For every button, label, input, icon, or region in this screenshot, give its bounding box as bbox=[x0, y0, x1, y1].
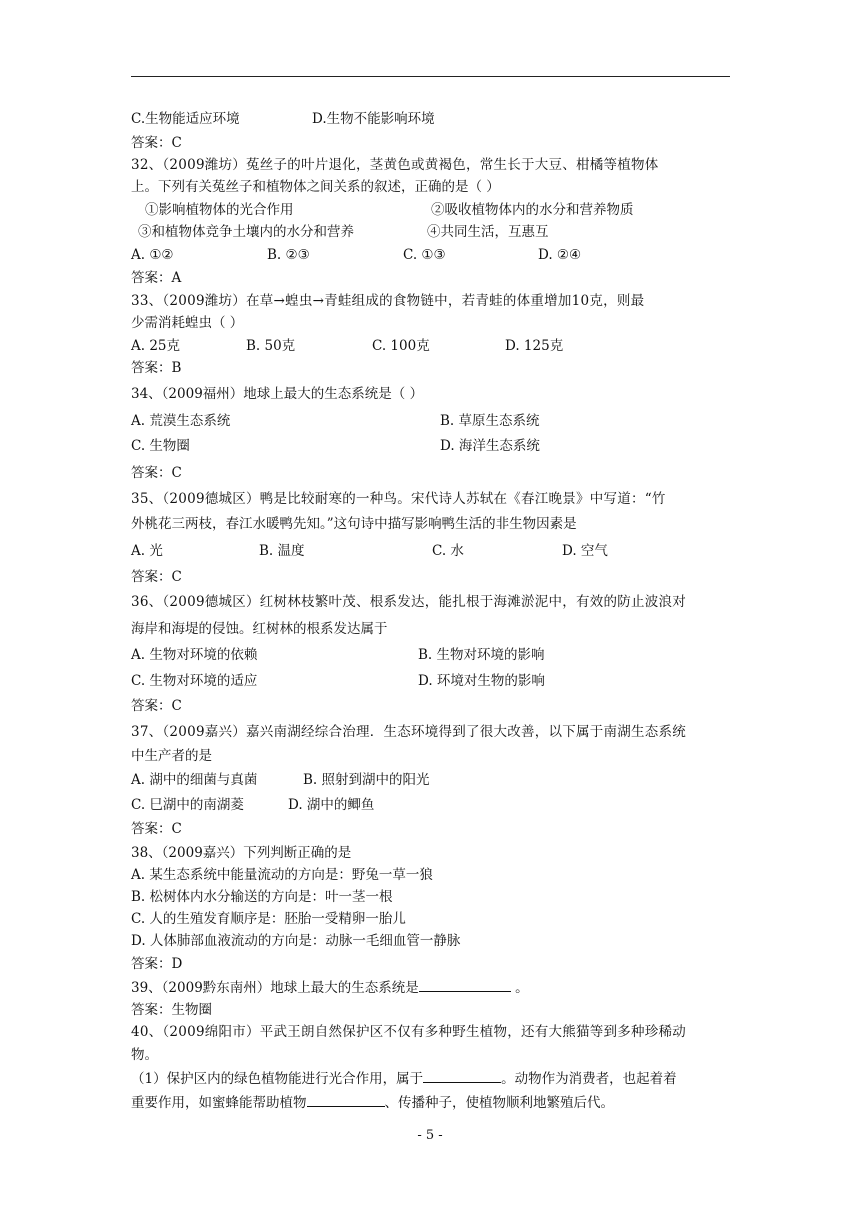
option-c: C. ①③ bbox=[403, 247, 446, 263]
option-d: D. ②④ bbox=[538, 247, 582, 263]
question-34: 34、（2009福州）地球上最大的生态系统是（ ） bbox=[131, 386, 424, 402]
option-b: B. 照射到湖中的阳光 bbox=[303, 772, 430, 788]
option-d: D.生物不能影响环境 bbox=[312, 111, 435, 127]
line bbox=[138, 223, 549, 241]
question-39-text: 39、（2009黔东南州）地球上最大的生态系统是 bbox=[131, 980, 419, 996]
option-c: C. 巳湖中的南湖菱 bbox=[131, 797, 244, 813]
question-32: 32、（2009潍坊）菟丝子的叶片退化，茎黄色或黄褐色，常生长于大豆、柑橘等植物体 bbox=[131, 157, 659, 173]
option-a: A. 25克 bbox=[131, 338, 181, 354]
statement-b: B. 松树体内水分输送的方向是：叶一茎一根 bbox=[131, 889, 393, 905]
question-37-cont: 中生产者的是 bbox=[131, 748, 212, 764]
line bbox=[131, 771, 430, 789]
answer: 答案：B bbox=[131, 360, 182, 376]
line bbox=[131, 646, 545, 664]
answer: 答案：生物圈 bbox=[131, 1002, 212, 1018]
answer: 答案：C bbox=[131, 821, 182, 837]
fill-in-blank bbox=[423, 1070, 501, 1083]
option-c: C.生物能适应环境 bbox=[131, 111, 240, 127]
question-40-part-1 bbox=[131, 1070, 677, 1088]
question-37: 37、（2009嘉兴）嘉兴南湖经综合治理．生态环境得到了很大改善，以下属于南湖生态系统 bbox=[131, 724, 687, 740]
line bbox=[131, 672, 545, 690]
line bbox=[131, 542, 608, 560]
choice-2: ②吸收植物体内的水分和营养物质 bbox=[431, 202, 634, 218]
line bbox=[145, 201, 634, 219]
line bbox=[131, 110, 435, 128]
question-33: 33、（2009潍坊）在草→蝗虫→青蛙组成的食物链中，若青蛙的体重增加10克，则最 bbox=[131, 293, 645, 309]
question-40-part-1-cont bbox=[131, 1094, 614, 1112]
part-1-line2-cont: 、传播种子，使植物顺利地繁殖后代。 bbox=[384, 1095, 614, 1111]
line bbox=[131, 246, 582, 264]
line bbox=[131, 437, 540, 455]
question-35-cont: 外桃花三两枝，春江水暖鸭先知。”这句诗中描写影响鸭生活的非生物因素是 bbox=[131, 516, 577, 532]
question-32-cont: 上。下列有关菟丝子和植物体之间关系的叙述，正确的是（ ） bbox=[131, 179, 500, 195]
choice-3: ③和植物体竞争土壤内的水分和营养 bbox=[138, 224, 354, 240]
answer: 答案：D bbox=[131, 956, 183, 972]
option-b: B. ②③ bbox=[267, 247, 310, 263]
question-38: 38、（2009嘉兴）下列判断正确的是 bbox=[131, 845, 352, 861]
option-b: B. 生物对环境的影响 bbox=[418, 647, 545, 663]
header-rule bbox=[131, 76, 730, 77]
answer: 答案：C bbox=[131, 569, 182, 585]
answer: 答案：C bbox=[131, 465, 182, 481]
fill-in-blank bbox=[419, 979, 511, 992]
option-c: C. 生物对环境的适应 bbox=[131, 673, 258, 689]
option-b: B. 温度 bbox=[259, 543, 305, 559]
option-d: D. 海洋生态系统 bbox=[440, 438, 540, 454]
option-c: C. 生物圈 bbox=[131, 438, 190, 454]
option-c: C. 水 bbox=[432, 543, 464, 559]
option-c: C. 100克 bbox=[372, 338, 430, 354]
punctuation: 。 bbox=[515, 980, 529, 996]
option-a: A. 湖中的细菌与真菌 bbox=[131, 772, 258, 788]
answer: 答案：C bbox=[131, 698, 182, 714]
statement-a: A. 某生态系统中能量流动的方向是：野兔一草一狼 bbox=[131, 867, 433, 883]
option-b: B. 50克 bbox=[246, 338, 296, 354]
answer: 答案：C bbox=[131, 135, 182, 151]
choice-1: ①影响植物体的光合作用 bbox=[145, 202, 294, 218]
option-b: B. 草原生态系统 bbox=[440, 413, 540, 429]
option-a: A. 荒漠生态系统 bbox=[131, 413, 231, 429]
line bbox=[131, 337, 564, 355]
answer: 答案：A bbox=[131, 270, 182, 286]
part-1-text-cont: 。动物作为消费者，也起着着 bbox=[501, 1071, 677, 1087]
question-33-cont: 少需消耗蝗虫（ ） bbox=[131, 315, 244, 331]
question-36: 36、（2009德城区）红树林枝繁叶茂、根系发达，能扎根于海滩淤泥中，有效的防止波浪对 bbox=[131, 594, 687, 610]
question-40: 40、（2009绵阳市）平武王朗自然保护区不仅有多种野生植物，还有大熊猫等到多种珍稀动 bbox=[131, 1024, 687, 1040]
option-d: D. 空气 bbox=[562, 543, 608, 559]
question-40-cont: 物。 bbox=[131, 1047, 158, 1063]
fill-in-blank bbox=[307, 1094, 385, 1107]
part-1-line2: 重要作用，如蜜蜂能帮助植物 bbox=[131, 1095, 307, 1111]
choice-4: ④共同生活，互惠互 bbox=[427, 224, 549, 240]
option-a: A. ①② bbox=[131, 247, 174, 263]
question-35: 35、（2009德城区）鸭是比较耐寒的一种鸟。宋代诗人苏轼在《春江晚景》中写道：“竹 bbox=[131, 491, 666, 507]
line bbox=[131, 796, 375, 814]
option-a: A. 光 bbox=[131, 543, 163, 559]
option-d: D. 湖中的鲫鱼 bbox=[288, 797, 375, 813]
question-36-cont: 海岸和海堤的侵蚀。红树林的根系发达属于 bbox=[131, 621, 388, 637]
question-39 bbox=[131, 979, 529, 997]
statement-c: C. 人的生殖发育顺序是：胚胎一受精卵一胎儿 bbox=[131, 911, 406, 927]
page-number: - 5 - bbox=[417, 1128, 443, 1143]
statement-d: D. 人体肺部血液流动的方向是：动脉一毛细血管一静脉 bbox=[131, 933, 461, 949]
option-d: D. 环境对生物的影响 bbox=[418, 673, 545, 689]
option-a: A. 生物对环境的依赖 bbox=[131, 647, 258, 663]
option-d: D. 125克 bbox=[505, 338, 564, 354]
part-1-text: （1）保护区内的绿色植物能进行光合作用，属于 bbox=[131, 1071, 424, 1087]
line bbox=[131, 412, 540, 430]
